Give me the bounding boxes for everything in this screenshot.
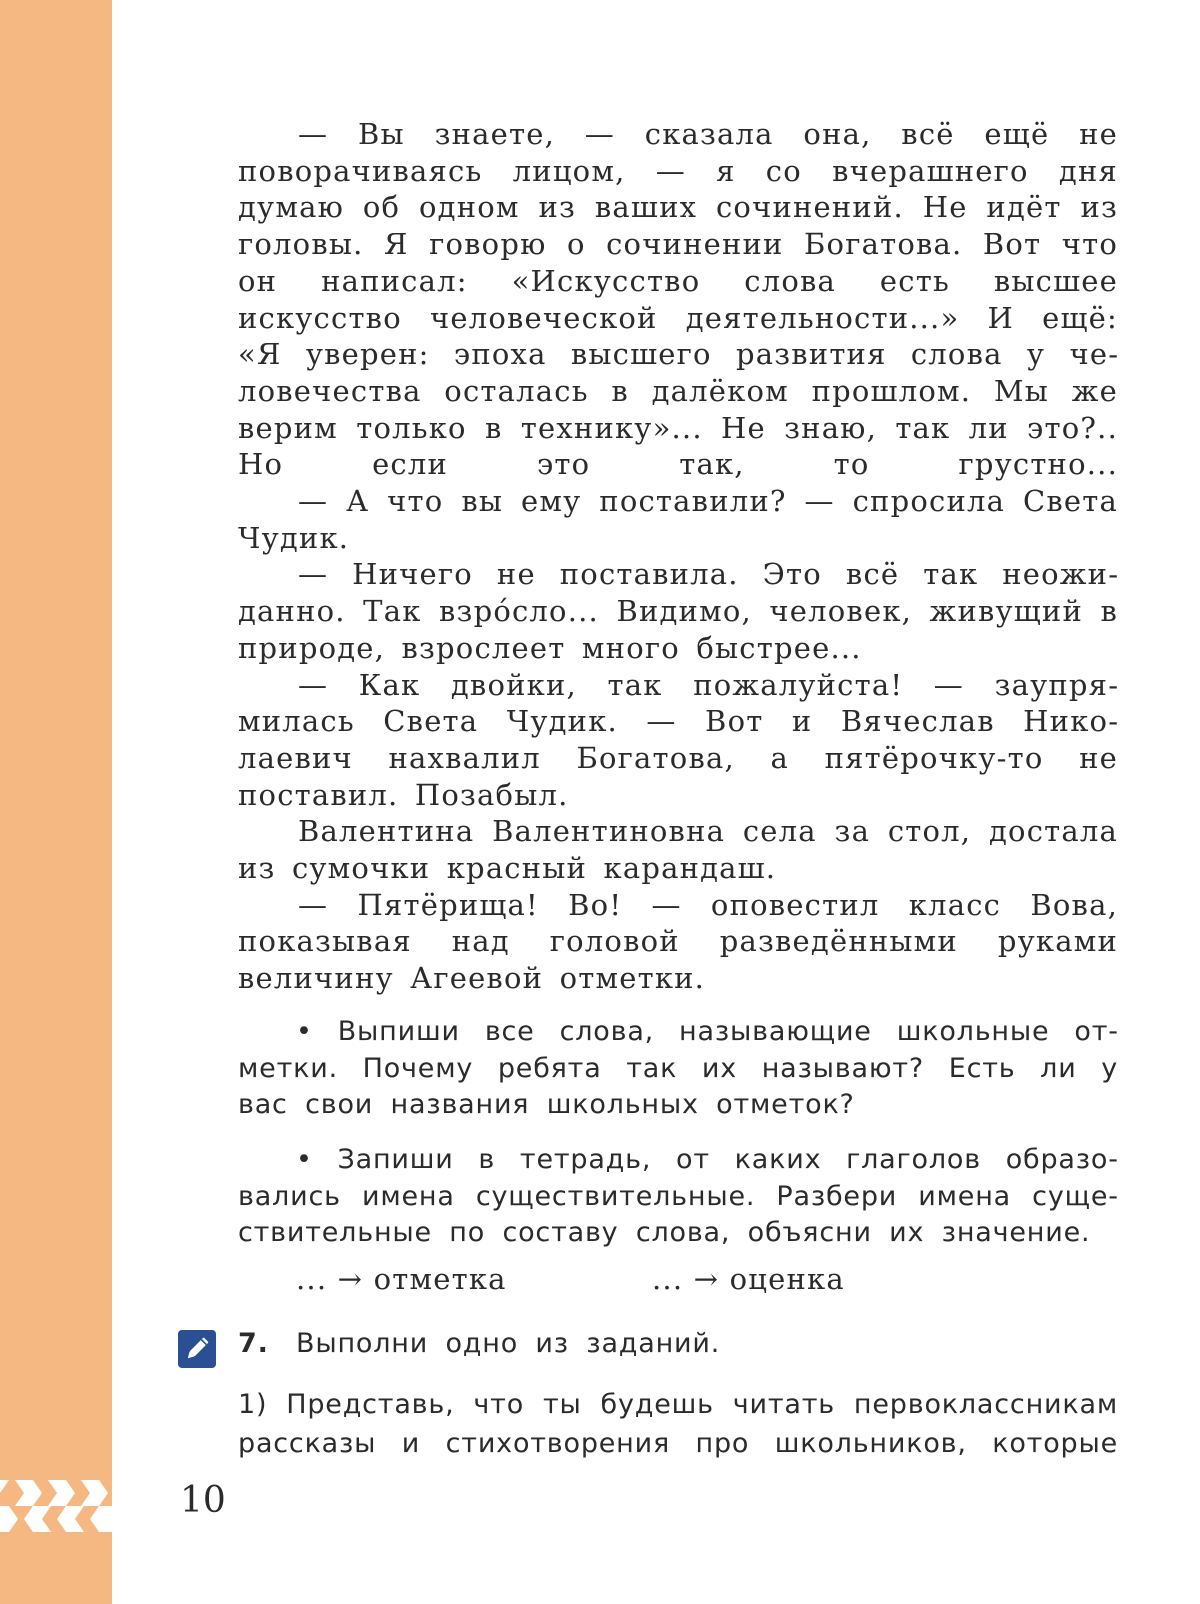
page-number: 10 (180, 1480, 226, 1521)
pencil-icon (178, 1330, 216, 1368)
story-paragraph: Валентина Валентиновна села за стол, достала из сумочки красный карандаш. (238, 814, 1118, 886)
task-block (238, 1014, 1118, 1124)
task-text: • Запиши в тетрадь, от каких глаголов образовались имена существительные. Разбери имена существительные по составу слова, объясни их значение. (238, 1144, 1118, 1248)
story-paragraph: — Вы знаете, — сказала она, всё ещё не поворачиваясь лицом, — я со вчерашнего дня думаю об одном из ваших сочинений. Не идёт из головы. Я говорю о сочинении Богатова. Вот что он написал: «Искусство слова есть высшее искусство человеческой деятельности...» И ещё: «Я уверен: эпоха высшего развития слова у человечества осталась в далёком прошлом. Мы же верим только в технику»... Не знаю, так ли это?.. Но если это так, то грустно... (238, 117, 1118, 482)
page-margin-band (0, 0, 112, 1604)
derivation-example: ... → отметка (296, 1262, 507, 1296)
task-text: • Выпиши все слова, называющие школьные отметки. Почему ребята так их называют? Есть ли у вас свои названия школьных отметок? (238, 1016, 1118, 1120)
story-paragraph: — Ничего не поставила. Это всё так неожиданно. Так взро́сло... Видимо, человек, живущий в природе, взрослеет много быстрее... (238, 557, 1118, 665)
story-text (238, 116, 1118, 997)
option-line: 1) Представь, что ты будешь читать первоклассникам (238, 1389, 1118, 1420)
option-line: рассказы и стихотворения про школьников, которые (238, 1427, 1118, 1459)
task-block (238, 1142, 1118, 1252)
exercise-title: Выполни одно из заданий. (296, 1328, 721, 1359)
exercise-number: 7. (238, 1328, 269, 1359)
zigzag-ornament-icon (0, 1480, 112, 1532)
story-paragraph: — А что вы ему поставили? — спросила Света Чудик. (238, 484, 1118, 555)
exercise-option (238, 1386, 1118, 1463)
story-paragraph: — Пятёрища! Во! — оповестил класс Вова, показывая над головой разведёнными руками величину Агеевой отметки. (238, 887, 1118, 996)
derivation-example: ... → оценка (652, 1262, 845, 1296)
story-paragraph: — Как двойки, так пожалуйста! — заупрямилась Света Чудик. — Вот и Вячеслав Николаевич нахвалил Богатова, а пятёрочку-то не поставил. Позабыл. (238, 667, 1118, 812)
